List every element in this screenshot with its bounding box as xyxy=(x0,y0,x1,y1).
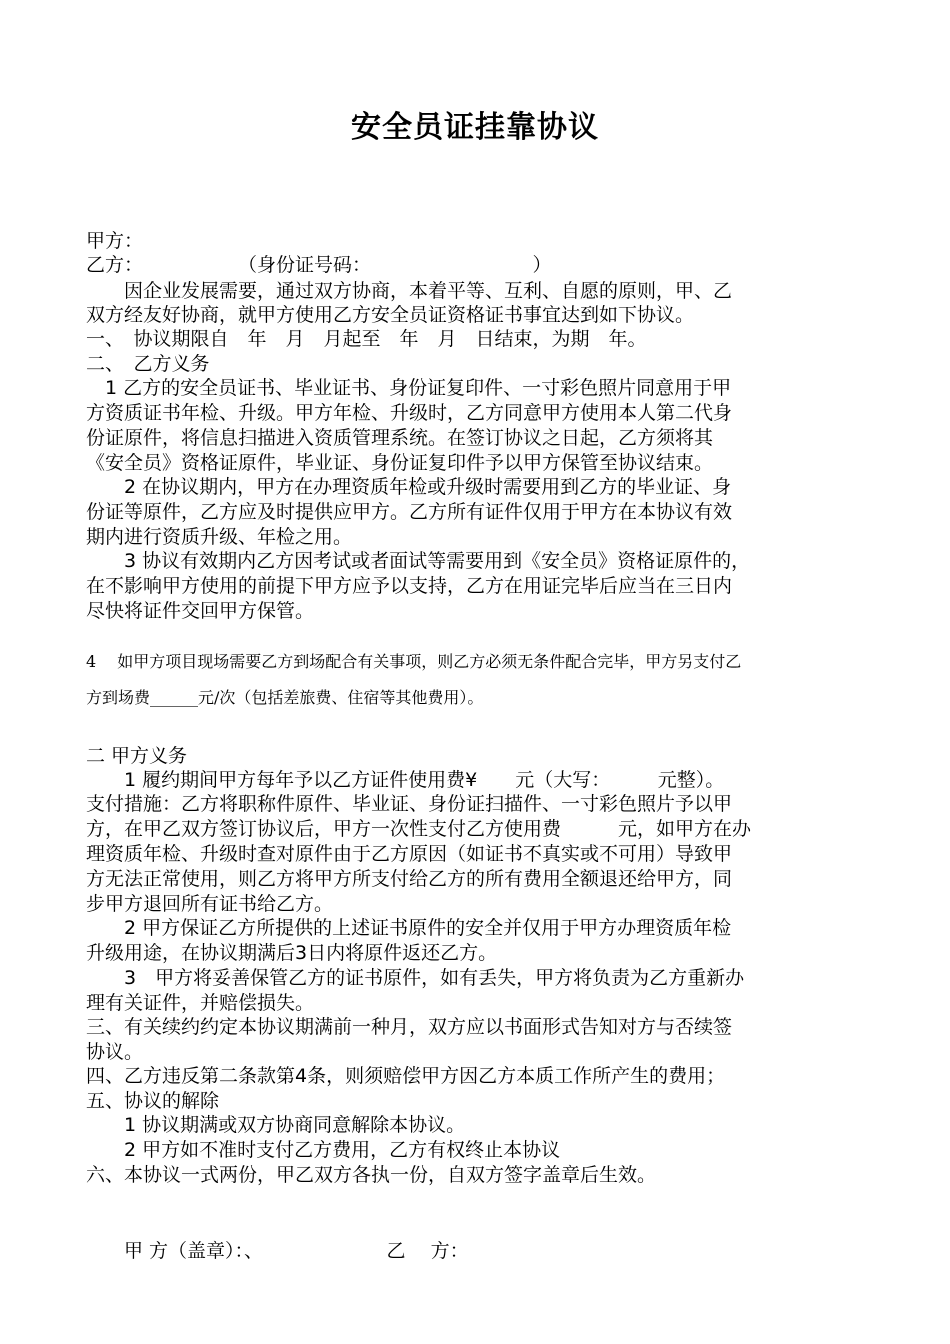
section-1-term: 一、 协议期限自 年 月 月起至 年 月 日结束，为期 年。 xyxy=(86,328,647,350)
section-7-line: 六、本协议一式两份，甲乙双方各执一份，自双方签字盖章后生效。 xyxy=(86,1164,657,1186)
section-3-item-3-line-2: 理有关证件，并赔偿损失。 xyxy=(86,992,315,1014)
section-3-item-2-line-1: 2 甲方保证乙方所提供的上述证书原件的安全并仅用于甲方办理资质年检 xyxy=(86,917,732,939)
preamble-line-1: 因企业发展需要，通过双方协商，本着平等、互利、自愿的原则，甲、乙 xyxy=(86,280,733,302)
section-2-item-2-line-2: 份证等原件，乙方应及时提供应甲方。乙方所有证件仅用于甲方在本协议有效 xyxy=(86,501,733,523)
section-2-item-1-line-1: 1 乙方的安全员证书、毕业证书、身份证复印件、一寸彩色照片同意用于甲 xyxy=(86,377,732,399)
section-3-payment-line-3: 理资质年检、升级时查对原件由于乙方原因（如证书不真实或不可用）导致甲 xyxy=(86,843,733,865)
section-2-item-4-line-1: 4 如甲方项目现场需要乙方到场配合有关事项，则乙方必须无条件配合完毕，甲方另支付乙 xyxy=(86,652,742,671)
preamble-line-2: 双方经友好协商，就甲方使用乙方安全员证资格证书事宜达到如下协议。 xyxy=(86,304,695,326)
section-2-item-2-line-1: 2 在协议期内，甲方在办理资质年检或升级时需要用到乙方的毕业证、身 xyxy=(86,476,732,498)
section-2-item-2-line-3: 期内进行资质升级、年检之用。 xyxy=(86,526,353,548)
section-3-payment-line-4: 方无法正常使用，则乙方将甲方所支付给乙方的所有费用全额退还给甲方，同 xyxy=(86,868,733,890)
section-2-item-1-line-4: 《安全员》资格证原件，毕业证、身份证复印件予以甲方保管至协议结束。 xyxy=(86,452,714,474)
section-3-heading: 二 甲方义务 xyxy=(86,745,188,767)
document-title: 安全员证挂靠协议 xyxy=(351,110,599,145)
section-6-item-2: 2 甲方如不准时支付乙方费用，乙方有权终止本协议 xyxy=(86,1139,561,1161)
section-3-payment-line-5: 步甲方退回所有证书给乙方。 xyxy=(86,893,334,915)
section-2-item-3-line-1: 3 协议有效期内乙方因考试或者面试等需要用到《安全员》资格证原件的， xyxy=(86,550,751,572)
section-2-item-4-line-2: 方到场费______元/次（包括差旅费、住宿等其他费用）。 xyxy=(86,688,484,707)
section-2-item-1-line-3: 份证原件，将信息扫描进入资质管理系统。在签订协议之日起，乙方须将其 xyxy=(86,427,714,449)
section-4-line-1: 三、有关续约约定本协议期满前一种月，双方应以书面形式告知对方与否续签 xyxy=(86,1016,733,1038)
section-6-heading: 五、协议的解除 xyxy=(86,1090,220,1112)
section-3-payment-line-1: 支付措施：乙方将职称件原件、毕业证、身份证扫描件、一寸彩色照片予以甲 xyxy=(86,793,733,815)
section-3-payment-line-2: 方，在甲乙双方签订协议后，甲方一次性支付乙方使用费 元，如甲方在办 xyxy=(86,818,752,840)
section-4-line-2: 协议。 xyxy=(86,1041,144,1063)
section-6-item-1: 1 协议期满或双方协商同意解除本协议。 xyxy=(86,1114,466,1136)
section-3-item-2-line-2: 升级用途，在协议期满后3日内将原件返还乙方。 xyxy=(86,942,498,964)
signature-line: 甲 方（盖章）：、 乙 方： xyxy=(86,1240,469,1262)
section-2-heading: 二、 乙方义务 xyxy=(86,353,210,375)
section-5-line: 四、乙方违反第二条款第4条，则须赔偿甲方因乙方本质工作所产生的费用； xyxy=(86,1065,726,1087)
section-3-item-3-line-1: 3 甲方将妥善保管乙方的证书原件，如有丢失，甲方将负责为乙方重新办 xyxy=(86,967,745,989)
party-b-line: 乙方： （身份证号码： ） xyxy=(86,254,552,276)
party-a-line: 甲方： xyxy=(86,230,144,252)
section-2-item-1-line-2: 方资质证书年检、升级。甲方年检、升级时，乙方同意甲方使用本人第二代身 xyxy=(86,402,733,424)
section-3-item-1: 1 履约期间甲方每年予以乙方证件使用费¥ 元（大写： 元整）。 xyxy=(86,769,725,791)
section-2-item-3-line-3: 尽快将证件交回甲方保管。 xyxy=(86,600,315,622)
section-2-item-3-line-2: 在不影响甲方使用的前提下甲方应予以支持，乙方在用证完毕后应当在三日内 xyxy=(86,575,733,597)
